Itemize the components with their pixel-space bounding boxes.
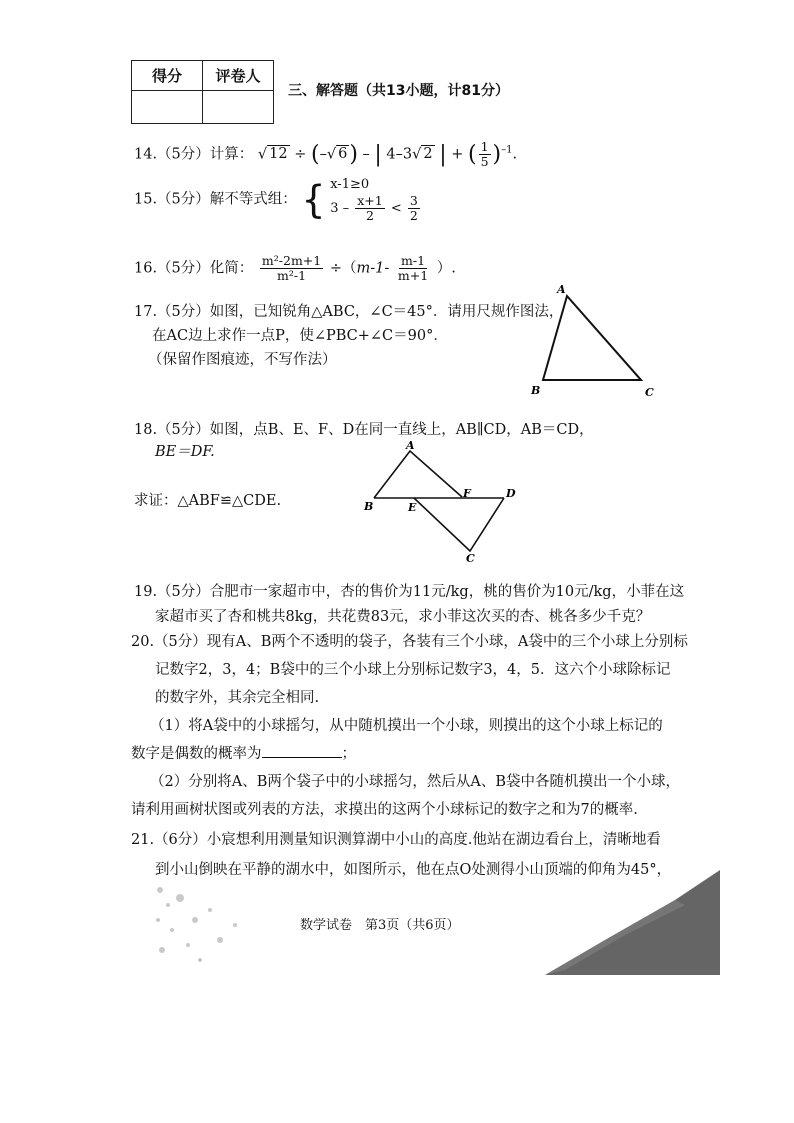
page-footer: 数学试卷 第3页（共6页）: [300, 918, 460, 933]
answer-blank[interactable]: [262, 757, 342, 758]
q21-line-1: 21.（6分）小宸想利用测量知识测算湖中小山的高度.他站在湖边看台上，清晰地看: [131, 832, 661, 848]
q17-triangle-figure: [525, 278, 665, 403]
q15-brace: {: [301, 177, 326, 222]
q16-fraction-2: $\frac{m-1}{m+1}$: [397, 253, 429, 283]
q14-sqrt2-sign: √: [412, 146, 422, 163]
scan-shadow-shape: [545, 870, 720, 975]
q15-number: 15.（5分）解不等式组：: [134, 191, 297, 208]
q21-line-2: 到小山倒映在平静的湖水中，如图所示，他在点O处测得小山顶端的仰角为45°，: [155, 862, 672, 878]
score-header: 得分: [132, 61, 203, 91]
score-table: [131, 60, 274, 124]
q18-line-2: BE＝DF.: [155, 444, 215, 460]
q14-sqrt-sign: √: [257, 146, 268, 163]
q19-line-2: 家超市买了杏和桃共8kg，共花费83元，求小菲这次买的杏、桃各多少千克？: [155, 609, 651, 625]
label-c: C: [645, 386, 654, 399]
q15-inequality-2: 3 – $\frac{x+1}{2}$ < $\frac{3}{2}$: [330, 193, 418, 223]
q19-line-1: 19.（5分）合肥市一家超市中，杏的售价为11元/kg，桃的售价为10元/kg，小菲在这: [134, 584, 685, 600]
q14-exponent: –1: [501, 144, 513, 156]
label-a: A: [557, 283, 566, 296]
q14-abs-close: |: [439, 141, 447, 167]
label-e: E: [408, 501, 417, 514]
triangle-abc: [543, 296, 641, 380]
q17-line-2: 在AC边上求作一点P，使∠PBC+∠C＝90°．: [152, 328, 448, 344]
q14-neg-sqrt-sign: –√: [319, 146, 337, 163]
grader-cell: [203, 91, 274, 124]
section-title: 三、解答题（共13小题，计81分）: [288, 83, 509, 99]
q20-sub2-line-2: 请利用画树状图或列表的方法，求摸出的这两个小球标记的数字之和为7的概率.: [131, 802, 638, 818]
q18-figure: [360, 440, 530, 565]
question-14: 14.（5分）计算： √ 12 ÷ (–√ 6) – | 4–3√ 2 | + ( $\frac{1}{5}$ )$^{-1}$.: [134, 139, 518, 169]
q14-paren-open: (: [310, 141, 320, 167]
q14-paren-close: ): [349, 141, 358, 167]
label-f: F: [463, 487, 471, 500]
q14-abs-content: 4–3: [386, 146, 413, 163]
q14-sqrt2: 2: [423, 146, 433, 163]
q20-sub1-line-2: 数字是偶数的概率为 ；: [131, 746, 356, 762]
q14-minus: –: [362, 146, 370, 163]
q14-plus: +: [451, 146, 464, 163]
q14-number: 14.（5分）计算：: [134, 146, 254, 163]
scan-smudge-shape: [150, 870, 260, 970]
label-c: C: [466, 552, 475, 565]
label-b: B: [364, 500, 374, 513]
q14-abs-open: |: [374, 141, 382, 167]
question-15: [134, 176, 422, 223]
question-16: 16.（5分）化简： $\frac{\text{m²-2m+1}}{\text{m²-1}}$ ÷（m-1- $\frac{m-1}{m+1}$ ）.: [134, 253, 456, 283]
q20-sub2-line-1: （2）分别将A、B两个袋子中的小球摇匀，然后从A、B袋中各随机摸出一个小球，: [150, 774, 680, 790]
q15-system: [330, 176, 422, 223]
score-cell: [132, 91, 203, 124]
q14-paren2-open: (: [468, 141, 477, 167]
q20-line-3: 的数字外，其余完全相同.: [155, 690, 320, 706]
q18-prove: 求证：△ABF≌△CDE.: [134, 493, 282, 509]
q17-line-3: （保留作图痕迹，不写作法）: [148, 352, 337, 368]
q14-div: ÷: [294, 146, 311, 163]
q16-number: 16.（5分）化简：: [134, 260, 254, 277]
q14-paren2-close: ): [492, 141, 502, 167]
label-a: A: [406, 440, 415, 452]
q16-fraction-1: $\frac{\text{m²-2m+1}}{\text{m²-1}}$: [261, 253, 322, 283]
q20-line-1: 20.（5分）现有A、B两个不透明的袋子，各装有三个小球，A袋中的三个小球上分别标: [131, 634, 688, 650]
q14-sqrt12: 12: [269, 146, 288, 163]
q15-inequality-1: x-1≥0: [330, 177, 370, 192]
label-d: D: [506, 487, 516, 500]
q17-line-1: 17.（5分）如图，已知锐角△ABC，∠C＝45°．请用尺规作图法，: [134, 304, 564, 320]
q20-line-2: 记数字2，3，4；B袋中的三个小球上分别标记数字3，4，5．这六个小球除标记: [155, 662, 671, 678]
q14-fraction: $\frac{1}{5}$: [480, 139, 489, 169]
q20-sub1-line-1: （1）将A袋中的小球摇匀，从中随机摸出一个小球，则摸出的这个小球上标记的: [150, 718, 663, 734]
label-b: B: [531, 384, 541, 397]
grader-header: 评卷人: [203, 61, 274, 91]
q18-line-1: 18.（5分）如图，点B、E、F、D在同一直线上，AB∥CD，AB＝CD，: [134, 422, 594, 438]
q14-sqrt6: 6: [338, 146, 348, 163]
